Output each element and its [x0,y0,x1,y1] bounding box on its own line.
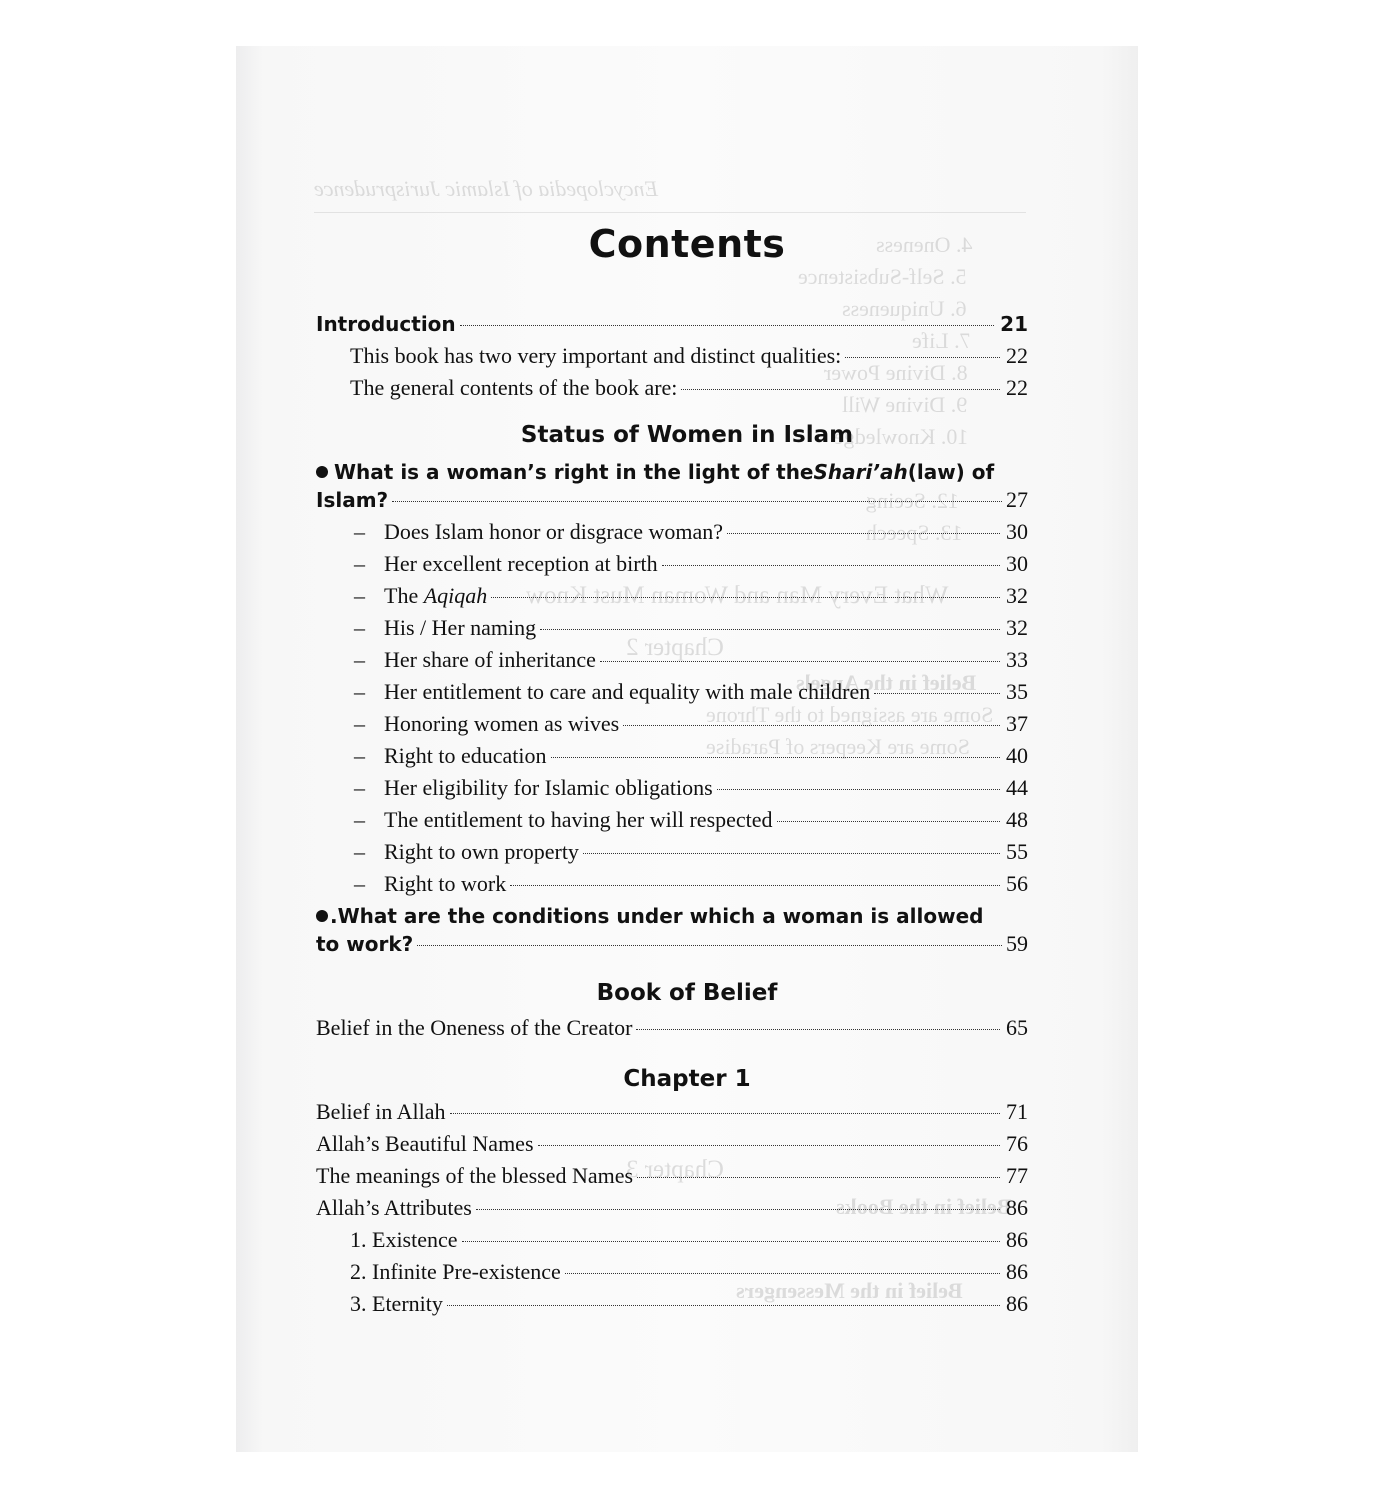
toc-entry-page: 40 [1006,743,1028,768]
dot-leader [636,1029,1000,1030]
toc-entry-page: 32 [1006,583,1028,608]
dot-leader [510,885,1000,886]
toc-entry [354,870,1028,898]
dot-leader [417,945,1002,946]
toc-entry-label: The meanings of the blessed Names [316,1163,634,1188]
question-text: (law) of [907,460,995,484]
dot-leader [662,565,1000,566]
toc-entry-page: 65 [1006,1015,1028,1040]
dash: – [354,519,365,544]
toc-entry [354,582,1028,610]
bleed-through-line: 9. Divine Will [842,392,968,417]
toc-entry-label: – Her excellent reception at birth [354,551,658,576]
dot-leader [717,789,1000,790]
toc-entry-label: Introduction [316,312,456,336]
toc-entry-label: Allah’s Beautiful Names [316,1131,534,1156]
dot-leader [874,693,1000,694]
question-line [316,458,1028,486]
bleed-through-line: Some are assigned to the Throne [706,702,994,727]
dash: – [354,711,365,736]
toc-entry-page: 22 [1006,375,1028,400]
toc-entry [354,646,1028,674]
toc-entry [354,678,1028,706]
toc-entry [354,838,1028,866]
toc-entry [316,1194,1028,1222]
toc-entry-page: 32 [1006,615,1028,640]
bleed-through-line: Belief in the Messengers [736,1278,963,1303]
toc-entry-label: This book has two very important and distinct qualities: [350,343,842,368]
dash: – [354,647,365,672]
toc-entry-page: 44 [1006,775,1028,800]
question-text: to work? [316,932,414,956]
dot-leader [565,1273,1000,1274]
bleed-through-rule [314,212,1026,213]
dash: – [354,775,365,800]
bleed-through-line: Some are Keepers of Paradise [706,734,970,759]
toc-entry-page: 55 [1006,839,1028,864]
toc-entry-page: 86 [1006,1291,1028,1316]
question-emphasis: Shari’ah [813,460,908,484]
bullet-icon [316,910,328,922]
dot-leader [623,725,1000,726]
dash: – [354,871,365,896]
dot-leader [462,1241,1000,1242]
toc-entry [354,614,1028,642]
bleed-through-line: 7. Life [912,328,971,353]
toc-entry [354,518,1028,546]
toc-entry-label: – Right to education [354,743,547,768]
dot-leader [551,757,1000,758]
bleed-through-line: 5. Self-Subsistence [798,264,967,289]
toc-entry-page: 76 [1006,1131,1028,1156]
toc-entry-label: Belief in Allah [316,1099,446,1124]
toc-entry [350,1226,1028,1254]
toc-entry-page: 86 [1006,1259,1028,1284]
toc-entry-label: – The Aqiqah [354,583,488,608]
dot-leader [777,821,1000,822]
bleed-through-line: 4. Oneness [876,232,973,257]
toc-entry [316,1014,1028,1042]
toc-entry-label: 3. Eternity [350,1291,443,1316]
question-line [316,902,1028,930]
toc-entry [354,550,1028,578]
question-entry [316,902,1028,958]
toc-entry [350,342,1028,370]
bullet-icon [316,466,328,478]
dot-leader [447,1305,1000,1306]
toc-entry-label: – Right to work [354,871,507,896]
toc-entry-page: 22 [1006,343,1028,368]
toc-entry [316,310,1028,338]
dot-leader [491,597,1000,598]
dot-leader [538,1145,1000,1146]
dot-leader [460,325,995,326]
toc-entry-label: The general contents of the book are: [350,375,678,400]
section-heading: Book of Belief [596,980,778,1006]
question-text: .What are the conditions under which a woman is allowed [330,904,984,928]
toc-entry-page: 27 [1006,487,1028,512]
dash: – [354,615,365,640]
question-line [316,486,1028,514]
toc-entry-page: 30 [1006,551,1028,576]
toc-entry [354,774,1028,802]
toc-entry-label: Allah’s Attributes [316,1195,472,1220]
toc-entry [316,1162,1028,1190]
dot-leader [681,389,1000,390]
dot-leader [540,629,1000,630]
toc-entry-page: 21 [1000,312,1028,336]
bleed-through-line: Belief in the Angels [796,670,977,695]
toc-entry-page: 37 [1006,711,1028,736]
toc-entry-label: 2. Infinite Pre-existence [350,1259,561,1284]
dash: – [354,807,365,832]
dot-leader [845,357,1000,358]
toc-entry-page: 71 [1006,1099,1028,1124]
toc-entry-page: 59 [1006,931,1028,956]
toc-entry-label: – Does Islam honor or disgrace woman? [354,519,724,544]
toc-entry [316,1098,1028,1126]
bleed-through-line: 12. Seeing [866,488,959,513]
bleed-through-line: 13. Speech [866,520,963,545]
toc-entry [354,742,1028,770]
toc-entry-label: – Honoring women as wives [354,711,620,736]
bleed-through-line: Belief in the Books [836,1194,1012,1219]
toc-entry-page: 56 [1006,871,1028,896]
bleed-through-running-head: Encyclopedia of Islamic Jurisprudence [314,176,658,201]
question-entry [316,458,1028,514]
toc-entry-page: 33 [1006,647,1028,672]
toc-entry-label: – His / Her naming [354,615,537,640]
toc-entry-label: 1. Existence [350,1227,458,1252]
toc-entry-label: – The entitlement to having her will respected [354,807,773,832]
dash: – [354,551,365,576]
toc-entry [354,806,1028,834]
toc-entry-label: Belief in the Oneness of the Creator [316,1015,633,1040]
toc-entry-page: 77 [1006,1163,1028,1188]
toc-entry-page: 48 [1006,807,1028,832]
page-title: Contents [588,222,786,266]
dot-leader [600,661,1000,662]
toc-entry-label: – Right to own property [354,839,579,864]
dot-leader [637,1177,1000,1178]
toc-entry-label: – Her entitlement to care and equality with male children [354,679,871,704]
toc-entry-page: 35 [1006,679,1028,704]
dot-leader [727,533,1000,534]
bleed-through-line: What Every Man and Woman Must Know [526,582,949,609]
bleed-through-line: 10. Knowledge [834,424,969,449]
toc-entry-page: 86 [1006,1195,1028,1220]
bleed-through-line: 8. Divine Power [824,360,968,385]
dot-leader [583,853,1000,854]
bleed-through-line: Chapter 2 [626,634,724,661]
bleed-through-line: Chapter 3 [626,1156,724,1183]
question-text: Islam? [316,488,389,512]
toc-entry-label: – Her eligibility for Islamic obligations [354,775,713,800]
dot-leader [450,1113,1000,1114]
book-page [236,46,1138,1452]
toc-entry [350,1290,1028,1318]
chapter-heading: Chapter 1 [623,1066,751,1092]
toc-entry [350,1258,1028,1286]
bleed-through-line: 6. Uniqueness [842,296,967,321]
dash: – [354,743,365,768]
dash: – [354,583,365,608]
dash: – [354,839,365,864]
toc-entry-page: 30 [1006,519,1028,544]
toc-entry-label: – Her share of inheritance [354,647,596,672]
dot-leader [392,501,1002,502]
toc-entry [350,374,1028,402]
toc-entry [354,710,1028,738]
question-line [316,930,1028,958]
toc-entry-page: 86 [1006,1227,1028,1252]
question-text: What is a woman’s right in the light of the [334,460,814,484]
toc-entry [316,1130,1028,1158]
dot-leader [476,1209,1000,1210]
dash: – [354,679,365,704]
section-heading: Status of Women in Islam [520,422,854,448]
